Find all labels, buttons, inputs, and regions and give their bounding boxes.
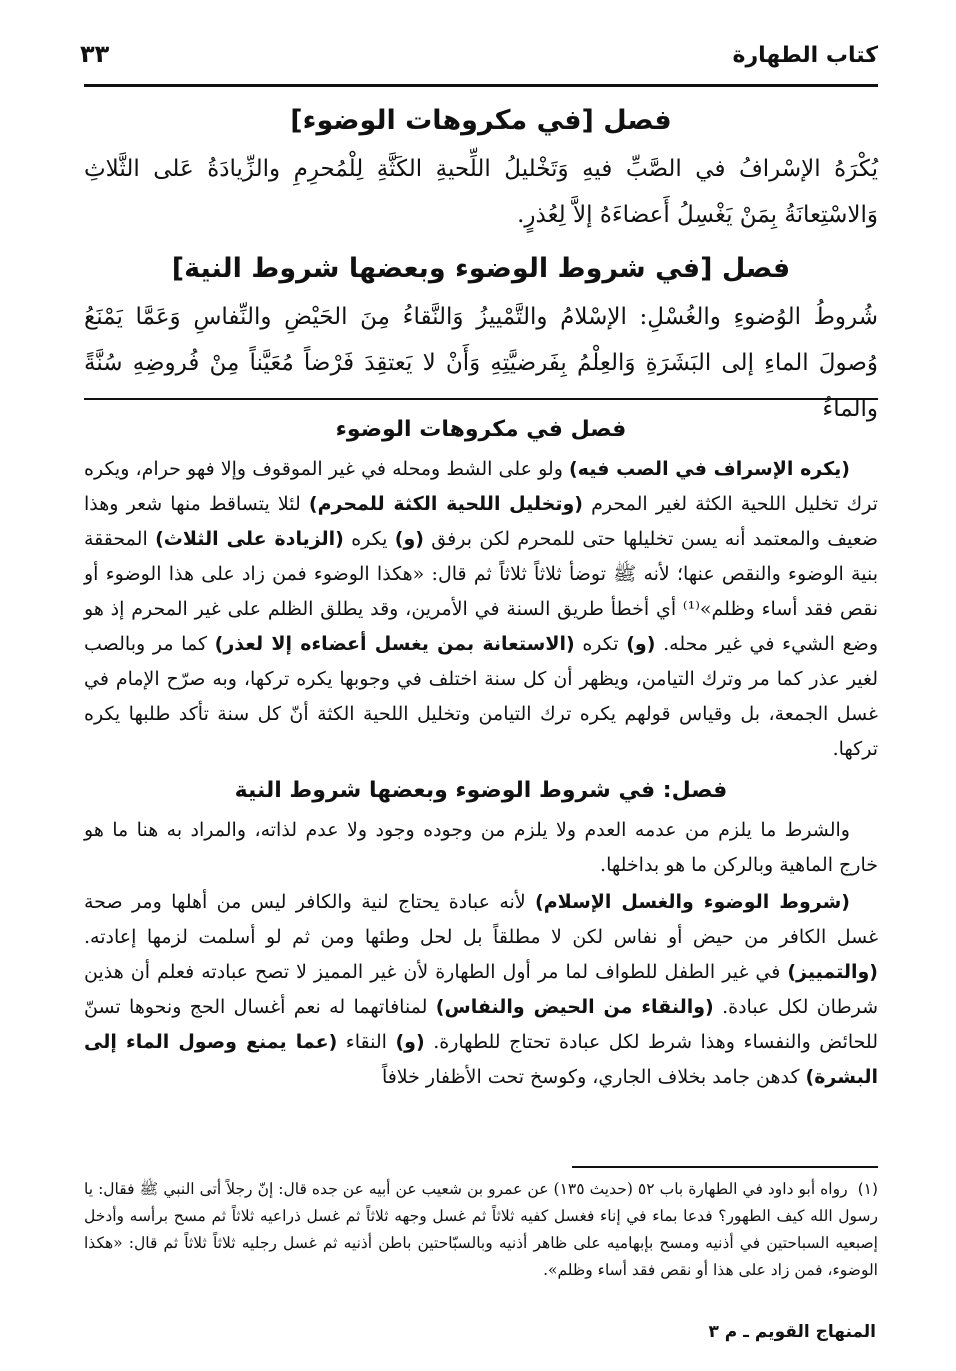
matn-sharh-divider [84, 398, 878, 400]
quoted-matn: (الاستعانة بمن يغسل أعضاءه إلا لعذر) [214, 633, 575, 655]
quoted-matn: (عما يمنع وصول الماء إلى البشرة) [84, 1031, 878, 1088]
header-rule [84, 84, 878, 87]
sharh-paragraph-2: والشرط ما يلزم من عدمه العدم ولا يلزم من وجوده وجود ولا عدم لذاته، والمراد به هنا ما هو خارج الماهية وبالركن ما هو بداخلها. [84, 819, 878, 876]
sharh-text: المحققة بنية الوضوء والنقص عنها؛ لأنه ﷺ توضأ ثلاثاً ثلاثاً ثم قال: «هكذا الوضوء فمن زاد على هذا الوضوء أو نقص فقد أساء وظلم»⁽¹⁾ أي أخطأ طريق السنة في الأمرين، وقد يطلق الظلم على غير المحرم إذ هو وضع الشيء في غير محله. [84, 528, 879, 655]
book-title: كتاب الطهارة [732, 43, 878, 68]
sharh-text: تكره [574, 633, 627, 655]
quoted-matn: (و) [626, 633, 656, 655]
sharh-section2-title: فصل: في شروط الوضوء وبعضها شروط النية [234, 778, 728, 803]
sharh-text: ولو على الشط ومحله في غير الموقوف وإلا فهو حرام، ويكره ترك تخليل اللحية الكثة لغير المحرم [84, 458, 878, 515]
sharh-section [84, 408, 878, 1095]
quoted-matn: (شروط الوضوء والغسل الإسلام) [535, 891, 850, 913]
quoted-matn: (والتمييز) [787, 961, 878, 983]
quoted-matn: (و) [394, 528, 424, 550]
sharh-text: يكره [343, 528, 395, 550]
sharh-paragraph-1 [84, 452, 878, 767]
quoted-matn: (والنقاء من الحيض والنفاس) [435, 996, 714, 1018]
matn-section2-text: شُروطُ الوُضوءِ والغُسْلِ: الإسْلامُ والتَّمْييزُ وَالنَّقاءُ مِنَ الحَيْضِ والنِّفاسِ وَعَمَّا يَمْنَعُ وُصولَ الماءِ إلى البَشَرَةِ وَالعِلْمُ بِفَرضيَّتِهِ وَأَنْ لا يَعتقِدَ فَرْضاً مُعَيَّناً مِنْ فُروضِهِ سُنَّةً والماءُ [84, 304, 878, 422]
quoted-matn: (يكره الإسراف في الصب فيه) [569, 458, 850, 480]
matn-section2-title: فصل [في شروط الوضوء وبعضها شروط النية] [171, 253, 791, 284]
sharh-text: لأنه عبادة يحتاج لنية والكافر ليس من أهلها ومر صحة غسل الكافر من حيض أو نفاس لكن لا مطلقاً بل لحل وطئها ومن ثم لو أسلمت لزمها إعادته. [84, 891, 878, 948]
sharh-text: في غير الطفل للطواف لما مر أول الطهارة لأن غير المميز لا تصح عبادته فعلم أن هذين شرطان لكل عبادة. [84, 961, 878, 1018]
quoted-matn: (وتخليل اللحية الكثة للمحرم) [308, 493, 583, 515]
sharh-text: كدهن جامد بخلاف الجاري، وكوسخ تحت الأظفار خلافاً [381, 1066, 806, 1088]
matn-section [84, 96, 878, 432]
page-number: ٣٣ [80, 40, 110, 68]
matn-section1-title: فصل [في مكروهات الوضوء] [290, 105, 672, 136]
sharh-text: كما مر وبالصب لغير عذر كما مر وترك التيامن، ويظهر أن كل سنة اختلف في وجوبها يكره تركها، وبه صرّح الإمام في غسل الجمعة، بل وقياس قولهم يكره ترك التيامن وتخليل اللحية الكثة أنّ كل سنة تأكد طلبها يكره تركها. [84, 633, 878, 760]
page-header [80, 28, 878, 68]
sharh-text: لئلا يتساقط منها شعر وهذا ضعيف والمعتمد أنه يسن تخليلها حتى للمحرم لكن برفق [84, 493, 878, 550]
print-signature: المنهاج القويم ـ م ٣ [708, 1322, 876, 1342]
sharh-text: لمنافاتهما له نعم أغسال الحج ونحوها تسنّ للحائض والنفساء وهذا شرط لكل عبادة تحتاج للطهارة. [84, 996, 878, 1053]
sharh-section1-title: فصل في مكروهات الوضوء [335, 417, 627, 442]
sharh-paragraph-3 [84, 885, 878, 1095]
footnote-rule [572, 1166, 878, 1168]
quoted-matn: (و) [395, 1031, 425, 1053]
footnote-text: رواه أبو داود في الطهارة باب ٥٢ (حديث ١٣٥) عن عمرو بن شعيب عن أبيه عن جده قال: إنّ رجلاً أتى النبي ﷺ فقال: يا رسول الله كيف الطهور؟ فدعا بماء في إناء فغسل كفيه ثلاثاً ثم غسل وجهه ثلاثاً ثم غسل ذراعيه ثلاثاً ثم مسح برأسه وأدخل إصبعيه السباحتين في أذنيه ومسح بإبهاميه على ظاهر أذنيه وبالسبّاحتين باطن أذنيه ثم غسل رجليه ثلاثاً ثلاثاً ثم قال: «هكذا الوضوء، فمن زاد على هذا أو نقص فقد أساء وظلم». [84, 1180, 878, 1279]
footnote [84, 1176, 878, 1284]
sharh-text: النقاء [337, 1031, 396, 1053]
matn-section1-text: يُكْرَهُ الإسْرافُ في الصَّبِّ فيهِ وَتَخْليلُ اللِّحيةِ الكَثَّةِ لِلْمُحرِمِ والزِّيادَةُ عَلى الثَّلاثِ وَالاسْتِعانَةُ بِمَنْ يَغْسِلُ أَعضاءَهُ إلاَّ لِعُذرٍ. [84, 156, 878, 228]
quoted-matn: (الزيادة على الثلاث) [155, 528, 344, 550]
footnote-number: (١) [857, 1180, 879, 1198]
